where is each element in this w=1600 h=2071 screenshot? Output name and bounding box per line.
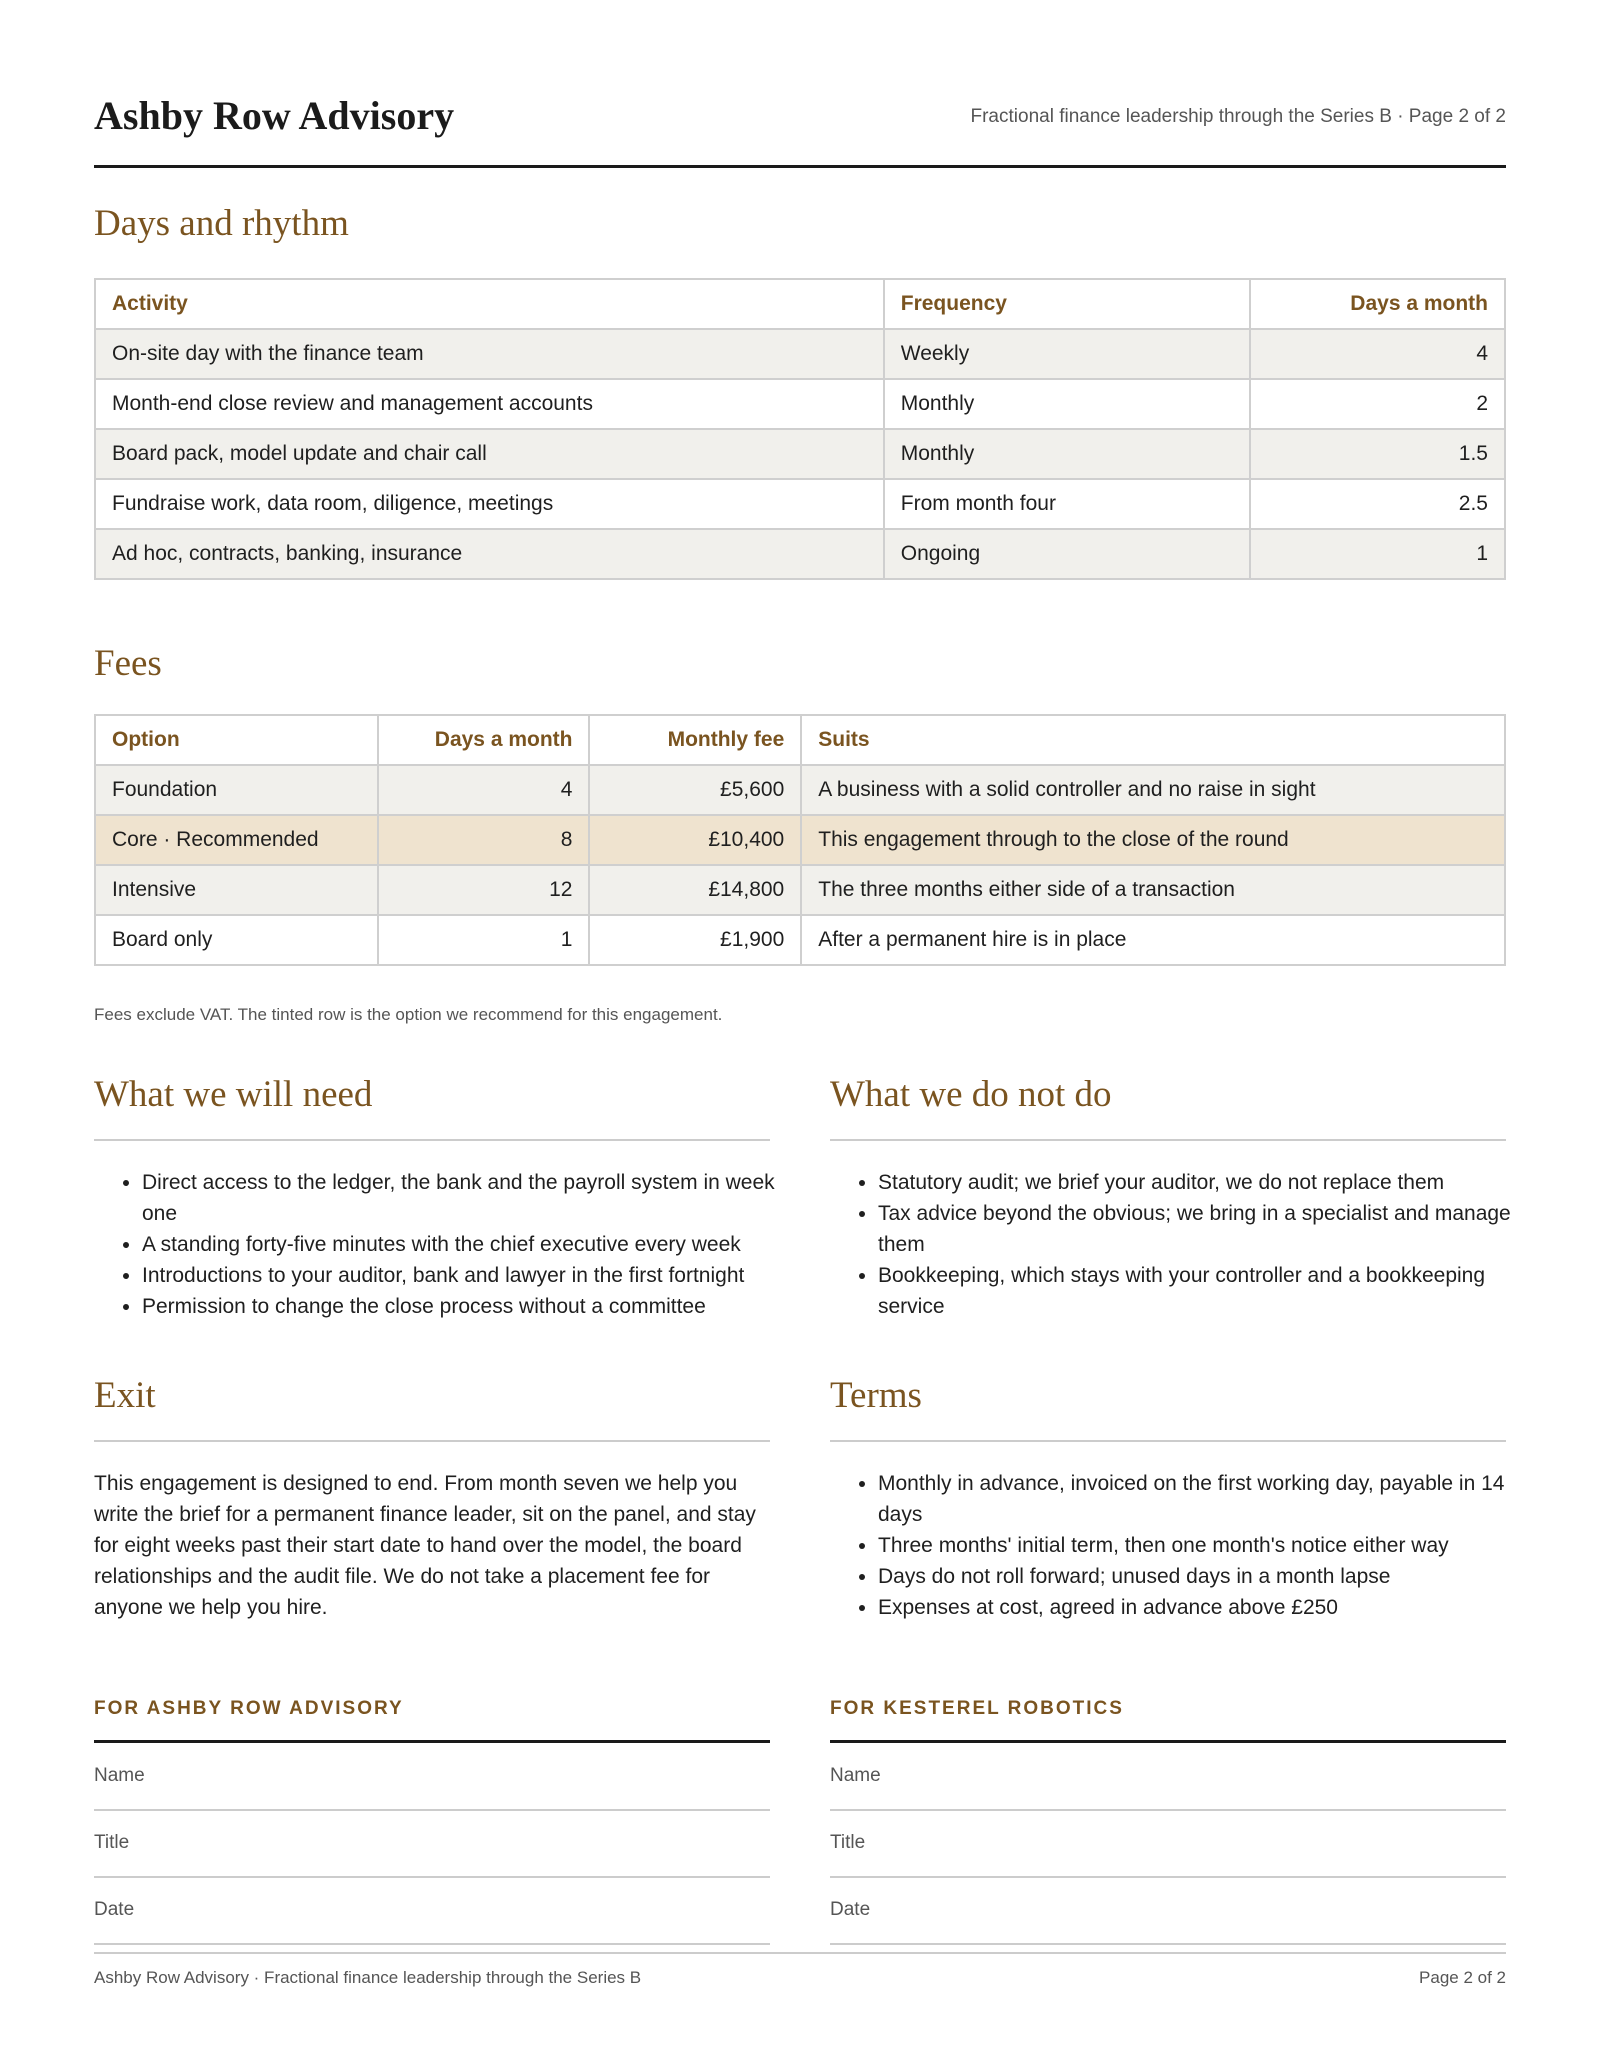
option-cell: Foundation: [95, 765, 378, 815]
field-label: Title: [94, 1832, 130, 1853]
activity-cell: Fundraise work, data room, diligence, meetings: [95, 479, 884, 529]
table-row: [95, 765, 1505, 815]
frequency-cell: Weekly: [884, 329, 1251, 379]
section-divider: [830, 1440, 1506, 1442]
signature-date-field[interactable]: [94, 1877, 770, 1945]
table-row: [95, 479, 1505, 529]
table-row: [95, 379, 1505, 429]
signature-heading: FOR ASHBY ROW ADVISORY: [94, 1698, 404, 1719]
need-section-title: What we will need: [94, 1074, 373, 1115]
list-item: • Direct access to the ledger, the bank and the payroll system in week one: [142, 1167, 802, 1229]
fee-cell: £14,800: [589, 865, 801, 915]
field-label: Date: [94, 1899, 135, 1920]
list-item: • Monthly in advance, invoiced on the first working day, payable in 14 days: [878, 1468, 1538, 1530]
frequency-cell: Monthly: [884, 429, 1251, 479]
option-cell: Board only: [95, 915, 378, 965]
days-table: [94, 278, 1506, 580]
suits-cell: After a permanent hire is in place: [801, 915, 1505, 965]
days-cell: 4: [1250, 329, 1505, 379]
suits-cell: The three months either side of a transaction: [801, 865, 1505, 915]
days-cell: 8: [378, 815, 590, 865]
field-label: Name: [94, 1765, 145, 1786]
table-row: [95, 865, 1505, 915]
fee-cell: £1,900: [589, 915, 801, 965]
list-item: • Expenses at cost, agreed in advance above £250: [878, 1592, 1538, 1623]
section-divider: [94, 1139, 770, 1141]
terms-section-title: Terms: [830, 1375, 922, 1416]
need-list: [94, 1167, 802, 1322]
list-item: • Introductions to your auditor, bank and lawyer in the first fortnight: [142, 1260, 802, 1291]
table-row-recommended: [95, 815, 1505, 865]
suits-cell: A business with a solid controller and no raise in sight: [801, 765, 1505, 815]
days-section-title: Days and rhythm: [94, 203, 349, 244]
page-footer: [94, 1952, 1506, 1987]
col-activity: Activity: [95, 279, 884, 329]
table-row: [95, 529, 1505, 579]
col-option: Option: [95, 715, 378, 765]
fees-note: Fees exclude VAT. The tinted row is the option we recommend for this engagement.: [94, 1005, 723, 1024]
list-item: • Statutory audit; we brief your auditor, we do not replace them: [878, 1167, 1538, 1198]
table-row: [95, 915, 1505, 965]
not-do-section-title: What we do not do: [830, 1074, 1112, 1115]
list-item: • Permission to change the close process without a committee: [142, 1291, 802, 1322]
fee-cell: £5,600: [589, 765, 801, 815]
days-cell: 1.5: [1250, 429, 1505, 479]
days-table-header: [95, 279, 1505, 329]
list-item: • Three months' initial term, then one month's notice either way: [878, 1530, 1538, 1561]
signature-title-field[interactable]: [830, 1810, 1506, 1878]
list-item: • Tax advice beyond the obvious; we bring in a specialist and manage them: [878, 1198, 1538, 1260]
fees-table-header: [95, 715, 1505, 765]
signature-title-field[interactable]: [94, 1810, 770, 1878]
field-label: Date: [830, 1899, 871, 1920]
list-item: • Bookkeeping, which stays with your controller and a bookkeeping service: [878, 1260, 1538, 1322]
frequency-cell: Monthly: [884, 379, 1251, 429]
signature-heading: FOR KESTEREL ROBOTICS: [830, 1698, 1124, 1719]
frequency-cell: From month four: [884, 479, 1251, 529]
activity-cell: Board pack, model update and chair call: [95, 429, 884, 479]
exit-paragraph: This engagement is designed to end. From month seven we help you write the brief for a permanent finance leader, sit on the panel, and stay for eight weeks past their start date to hand over the model, the board relationships and the audit file. We do not take a placement fee for anyone we help you hire.: [94, 1472, 756, 1619]
exit-section-title: Exit: [94, 1375, 156, 1416]
signature-date-field[interactable]: [830, 1877, 1506, 1945]
section-divider: [830, 1139, 1506, 1141]
signature-name-field[interactable]: [830, 1743, 1506, 1811]
fees-table: [94, 714, 1506, 966]
page-header: [94, 90, 1506, 168]
fee-cell: £10,400: [589, 815, 801, 865]
list-item: • Days do not roll forward; unused days in a month lapse: [878, 1561, 1538, 1592]
days-cell: 1: [1250, 529, 1505, 579]
activity-cell: Ad hoc, contracts, banking, insurance: [95, 529, 884, 579]
terms-list: [830, 1468, 1538, 1623]
header-meta: Fractional finance leadership through the Series B · Page 2 of 2: [970, 106, 1506, 127]
days-cell: 12: [378, 865, 590, 915]
frequency-cell: Ongoing: [884, 529, 1251, 579]
days-cell: 2.5: [1250, 479, 1505, 529]
not-do-list: [830, 1167, 1538, 1322]
suits-cell: This engagement through to the close of the round: [801, 815, 1505, 865]
table-row: [95, 329, 1505, 379]
col-frequency: Frequency: [884, 279, 1251, 329]
days-cell: 1: [378, 915, 590, 965]
activity-cell: Month-end close review and management accounts: [95, 379, 884, 429]
fees-section-title: Fees: [94, 643, 162, 684]
days-cell: 4: [378, 765, 590, 815]
section-divider: [94, 1440, 770, 1442]
list-item: • A standing forty-five minutes with the chief executive every week: [142, 1229, 802, 1260]
footer-page-number: Page 2 of 2: [1419, 1968, 1506, 1987]
col-monthly-fee: Monthly fee: [589, 715, 801, 765]
table-row: [95, 429, 1505, 479]
footer-left: Ashby Row Advisory · Fractional finance leadership through the Series B: [94, 1968, 642, 1987]
activity-cell: On-site day with the finance team: [95, 329, 884, 379]
days-cell: 2: [1250, 379, 1505, 429]
col-days: Days a month: [378, 715, 590, 765]
field-label: Name: [830, 1765, 881, 1786]
signature-name-field[interactable]: [94, 1743, 770, 1811]
option-cell: Core · Recommended: [95, 815, 378, 865]
brand-title: Ashby Row Advisory: [94, 93, 455, 138]
col-suits: Suits: [801, 715, 1505, 765]
field-label: Title: [830, 1832, 866, 1853]
option-cell: Intensive: [95, 865, 378, 915]
col-days: Days a month: [1250, 279, 1505, 329]
